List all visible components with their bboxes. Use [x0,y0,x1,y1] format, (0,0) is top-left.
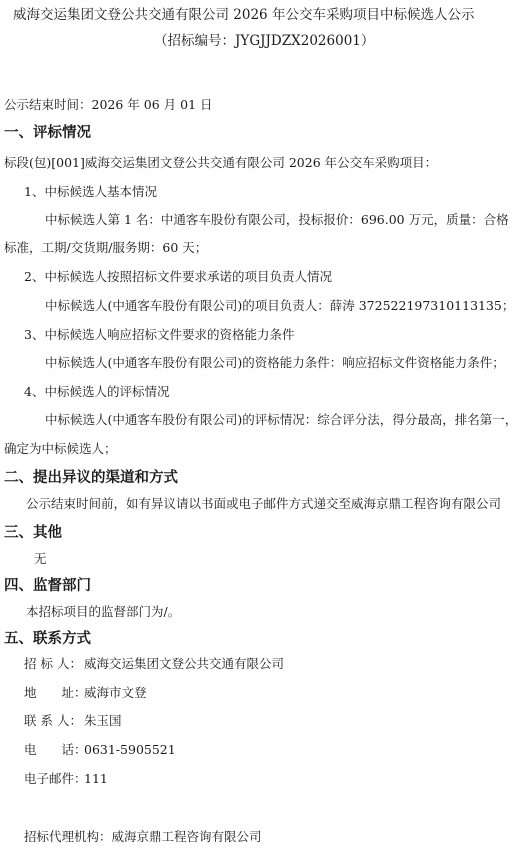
contact-label: 招 标 人： [24,656,82,671]
contact-row [24,742,176,758]
notice-title: 威海交运集团文登公共交通有限公司 2026 年公交车采购项目中标候选人公示 [13,7,475,23]
item4-text-a: 中标候选人(中通客车股份有限公司)的评标情况：综合评分法，得分最高，排名第一， [45,412,518,427]
section-heading-evaluation: 一、评标情况 [4,125,91,141]
item1-title: 1、中标候选人基本情况 [24,184,157,199]
item4-text-b: 确定为中标候选人； [4,441,117,456]
objection-text: 公示结束时间前，如有异议请以书面或电子邮件方式递交至威海京鼎工程咨询有限公司 [26,496,502,511]
contact-row [24,771,108,787]
item2-title: 2、中标候选人按照招标文件要求承诺的项目负责人情况 [24,269,332,284]
other-text: 无 [34,551,47,566]
item2-text: 中标候选人(中通客车股份有限公司)的项目负责人：薛涛 372522197310113135； [45,298,515,313]
contact-value: 0631-5905521 [84,742,176,757]
contact-label: 电子邮件： [24,771,87,786]
contact-label: 地 址： [24,685,87,700]
contact-label: 电 话： [24,742,87,757]
contact-value: 威海市文登 [84,685,147,700]
section-heading-other: 三、其他 [4,525,62,541]
contact-value: 朱玉国 [84,713,122,728]
item1-text-a: 中标候选人第 1 名：中通客车股份有限公司，投标报价：696.00 万元，质量：合格 [45,212,509,227]
bid-number: （招标编号：JYGJJDZX2026001） [154,33,375,49]
contact-row [24,656,284,672]
notice-end-time: 公示结束时间：2026 年 06 月 01 日 [4,97,213,112]
lot-line: 标段(包)[001]威海交运集团文登公共交通有限公司 2026 年公交车采购项目： [4,155,438,170]
item3-text: 中标候选人(中通客车股份有限公司)的资格能力条件：响应招标文件资格能力条件； [45,355,505,370]
item1-text-b: 标准，工期/交货期/服务期：60 天； [4,240,208,255]
section-heading-supervision: 四、监督部门 [4,578,91,594]
contact-value: 威海交运集团文登公共交通有限公司 [84,656,285,671]
item4-title: 4、中标候选人的评标情况 [24,384,170,399]
section-heading-contact: 五、联系方式 [4,631,91,647]
supervision-text: 本招标项目的监督部门为/。 [26,604,181,619]
contact-value: 111 [84,771,108,786]
contact-row [24,713,122,729]
item3-title: 3、中标候选人响应招标文件要求的资格能力条件 [24,327,295,342]
agency-line: 招标代理机构：威海京鼎工程咨询有限公司 [24,829,262,844]
contact-label: 联 系 人： [24,713,82,728]
contact-row [24,685,147,701]
section-heading-objection: 二、提出异议的渠道和方式 [4,470,178,486]
